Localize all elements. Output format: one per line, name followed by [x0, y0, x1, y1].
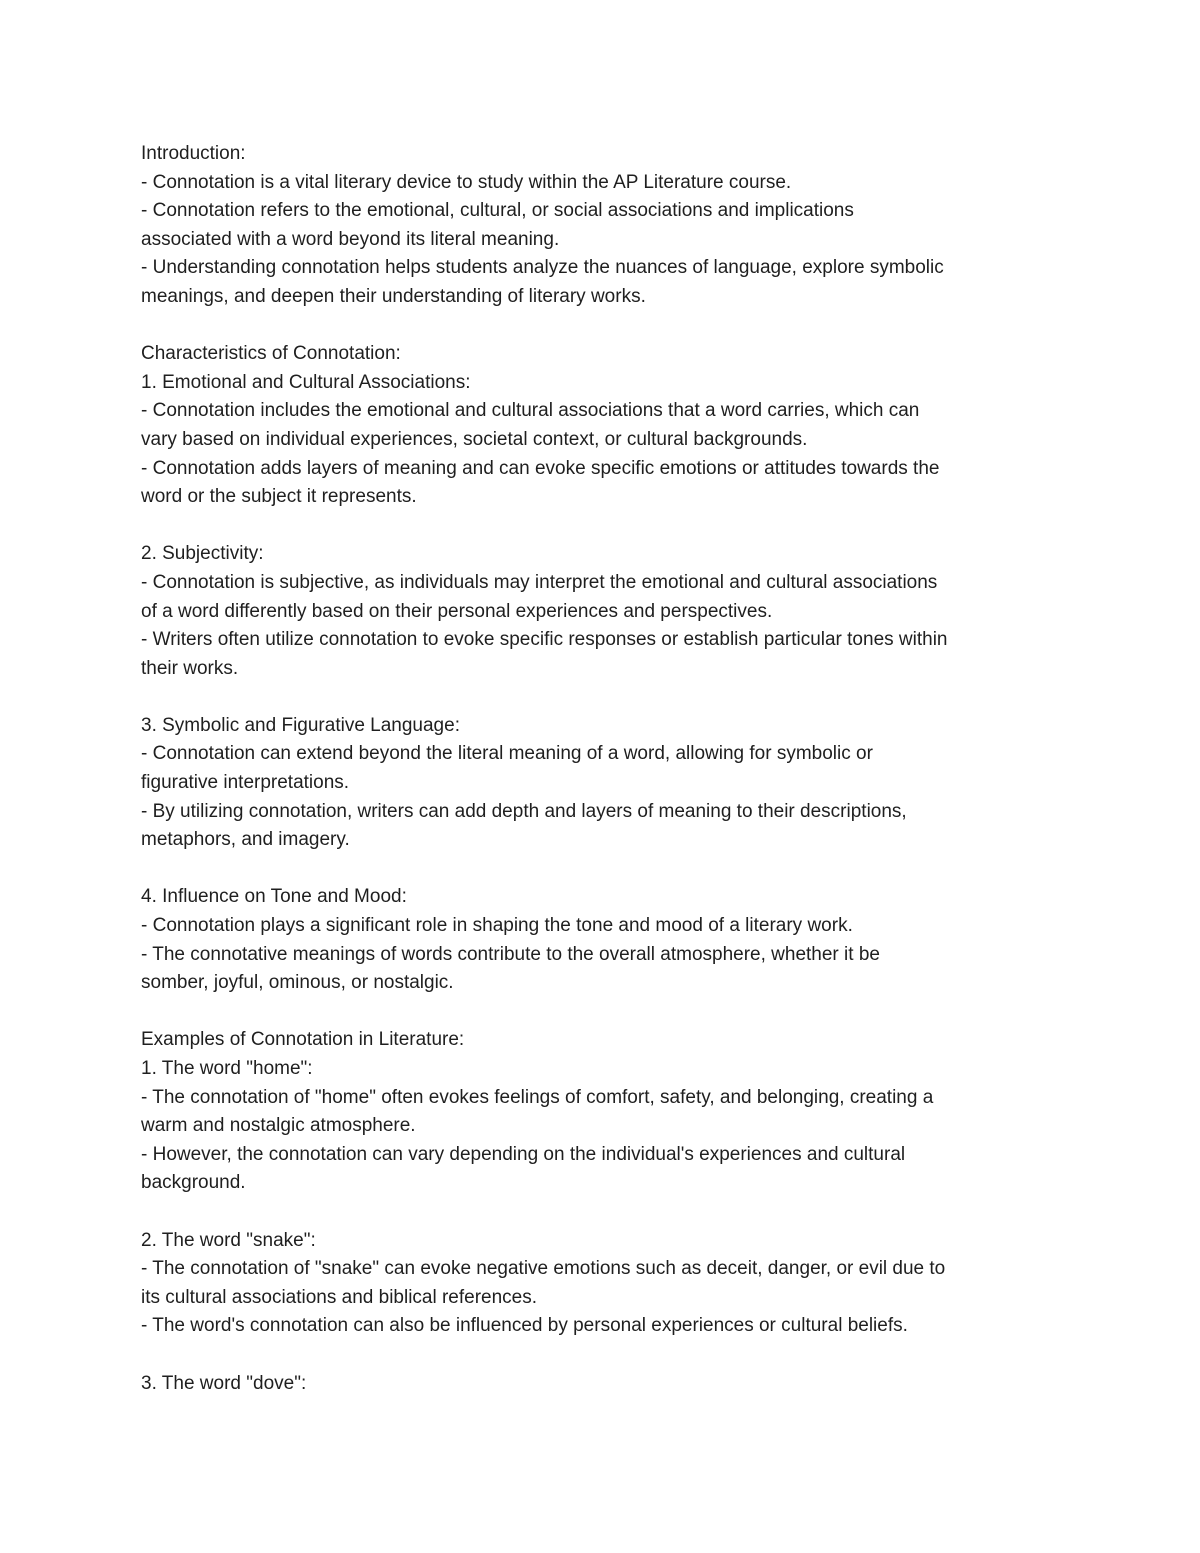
blank-line — [141, 683, 1066, 712]
text-line: vary based on individual experiences, societal context, or cultural backgrounds. — [141, 428, 808, 450]
text-line: 1. Emotional and Cultural Associations: — [141, 371, 471, 393]
text-line: - The connotative meanings of words contribute to the overall atmosphere, whether it be — [141, 943, 880, 965]
text-line: 4. Influence on Tone and Mood: — [141, 886, 407, 908]
text-line: 2. Subjectivity: — [141, 543, 264, 565]
blank-line — [141, 312, 1066, 341]
blank-line — [141, 998, 1066, 1027]
text-line: - Connotation is subjective, as individuals may interpret the emotional and cultural associations — [141, 571, 938, 593]
text-line: - Understanding connotation helps students analyze the nuances of language, explore symbolic — [141, 257, 944, 279]
text-line: - However, the connotation can vary depending on the individual's experiences and cultural — [141, 1143, 906, 1165]
text-line: Introduction: — [141, 143, 246, 164]
text-line: warm and nostalgic atmosphere. — [141, 1115, 416, 1137]
text-line: - Connotation plays a significant role in shaping the tone and mood of a literary work. — [141, 915, 853, 937]
text-line: 1. The word "home": — [141, 1058, 313, 1079]
text-line: their works. — [141, 657, 239, 679]
text-line: figurative interpretations. — [141, 772, 350, 794]
blank-line — [141, 512, 1066, 541]
text-line: - Connotation refers to the emotional, cultural, or social associations and implications — [141, 200, 854, 222]
text-line: associated with a word beyond its literal meaning. — [141, 228, 560, 250]
text-line: its cultural associations and biblical references. — [141, 1286, 538, 1308]
text-line: - Connotation adds layers of meaning and can evoke specific emotions or attitudes towards the — [141, 457, 940, 479]
text-line: meanings, and deepen their understanding of literary works. — [141, 285, 646, 307]
text-line: metaphors, and imagery. — [141, 829, 350, 851]
text-line: - Connotation includes the emotional and cultural associations that a word carries, which can — [141, 400, 920, 422]
text-line: - The connotation of "home" often evokes feelings of comfort, safety, and belonging, creating a — [141, 1086, 934, 1108]
text-line: - The connotation of "snake" can evoke negative emotions such as deceit, danger, or evil due to — [141, 1258, 946, 1280]
text-line: 3. Symbolic and Figurative Language: — [141, 714, 460, 736]
blank-line — [141, 1341, 1066, 1370]
text-line: word or the subject it represents. — [141, 486, 417, 508]
text-line: - Writers often utilize connotation to evoke specific responses or establish particular tones within — [141, 629, 948, 651]
text-line: of a word differently based on their personal experiences and perspectives. — [141, 600, 773, 622]
text-line: - The word's connotation can also be influenced by personal experiences or cultural beliefs. — [141, 1315, 908, 1337]
text-line: Characteristics of Connotation: — [141, 343, 401, 365]
text-line: somber, joyful, ominous, or nostalgic. — [141, 972, 454, 994]
text-line: - Connotation can extend beyond the literal meaning of a word, allowing for symbolic or — [141, 743, 873, 765]
document-body — [141, 140, 1066, 1398]
text-line: - By utilizing connotation, writers can add depth and layers of meaning to their descriptions, — [141, 800, 907, 822]
blank-line — [141, 855, 1066, 884]
text-line: 2. The word "snake": — [141, 1229, 316, 1251]
text-line: 3. The word "dove": — [141, 1372, 307, 1394]
text-line: - Connotation is a vital literary device to study within the AP Literature course. — [141, 171, 792, 193]
text-line: Examples of Connotation in Literature: — [141, 1029, 465, 1051]
blank-line — [141, 1198, 1066, 1227]
text-line: background. — [141, 1172, 246, 1194]
